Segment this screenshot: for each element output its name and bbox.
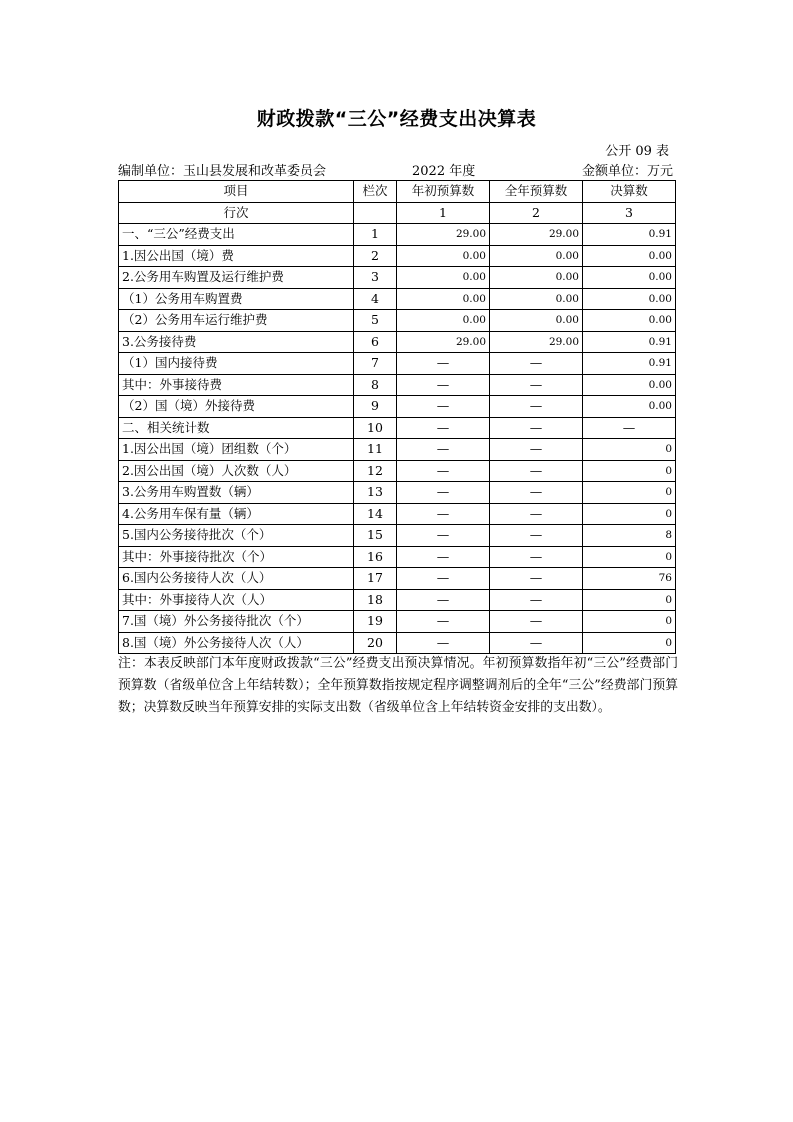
header-initial-budget: 年初预算数 bbox=[397, 181, 490, 203]
row-annual-budget: 0.00 bbox=[490, 310, 583, 332]
row-final-account: 0 bbox=[583, 632, 676, 654]
row-item: 其中：外事接待批次（个） bbox=[119, 546, 354, 568]
row-annual-budget: 29.00 bbox=[490, 331, 583, 353]
row-final-account: 0.91 bbox=[583, 331, 676, 353]
row-initial-budget: — bbox=[397, 396, 490, 418]
row-line: 10 bbox=[354, 417, 397, 439]
row-line: 18 bbox=[354, 589, 397, 611]
row-annual-budget: 0.00 bbox=[490, 288, 583, 310]
index-col-c: 3 bbox=[583, 202, 676, 224]
table-row bbox=[119, 353, 676, 375]
row-initial-budget: — bbox=[397, 482, 490, 504]
row-line: 8 bbox=[354, 374, 397, 396]
row-line: 4 bbox=[354, 288, 397, 310]
row-final-account: 76 bbox=[583, 568, 676, 590]
row-annual-budget: — bbox=[490, 439, 583, 461]
row-line: 6 bbox=[354, 331, 397, 353]
index-line bbox=[354, 202, 397, 224]
header-line: 栏次 bbox=[354, 181, 397, 203]
table-row bbox=[119, 611, 676, 633]
row-annual-budget: — bbox=[490, 525, 583, 547]
row-item: 6.国内公务接待人次（人） bbox=[119, 568, 354, 590]
row-initial-budget: 29.00 bbox=[397, 331, 490, 353]
row-initial-budget: — bbox=[397, 589, 490, 611]
amount-unit: 金额单位：万元 bbox=[581, 164, 673, 179]
row-final-account: 0.91 bbox=[583, 353, 676, 375]
table-row bbox=[119, 331, 676, 353]
table-row bbox=[119, 503, 676, 525]
row-line: 3 bbox=[354, 267, 397, 289]
row-item: 二、相关统计数 bbox=[119, 417, 354, 439]
row-initial-budget: — bbox=[397, 353, 490, 375]
row-line: 17 bbox=[354, 568, 397, 590]
row-item: （1）国内接待费 bbox=[119, 353, 354, 375]
row-annual-budget: 29.00 bbox=[490, 224, 583, 246]
row-line: 12 bbox=[354, 460, 397, 482]
row-item: 一、“三公”经费支出 bbox=[119, 224, 354, 246]
table-row bbox=[119, 439, 676, 461]
table-row bbox=[119, 568, 676, 590]
table-row bbox=[119, 245, 676, 267]
header-item: 项目 bbox=[119, 181, 354, 203]
row-final-account: — bbox=[583, 417, 676, 439]
expenditure-table bbox=[118, 180, 676, 654]
row-annual-budget: — bbox=[490, 374, 583, 396]
table-row bbox=[119, 267, 676, 289]
table-row bbox=[119, 374, 676, 396]
row-line: 16 bbox=[354, 546, 397, 568]
row-line: 2 bbox=[354, 245, 397, 267]
row-annual-budget: 0.00 bbox=[490, 245, 583, 267]
row-item: 3.公务接待费 bbox=[119, 331, 354, 353]
table-row bbox=[119, 396, 676, 418]
row-annual-budget: 0.00 bbox=[490, 267, 583, 289]
row-line: 9 bbox=[354, 396, 397, 418]
row-annual-budget: — bbox=[490, 460, 583, 482]
row-item: （1）公务用车购置费 bbox=[119, 288, 354, 310]
row-annual-budget: — bbox=[490, 546, 583, 568]
table-row bbox=[119, 546, 676, 568]
row-final-account: 0.00 bbox=[583, 396, 676, 418]
row-annual-budget: — bbox=[490, 482, 583, 504]
table-row bbox=[119, 460, 676, 482]
row-final-account: 0.00 bbox=[583, 288, 676, 310]
row-final-account: 0.00 bbox=[583, 374, 676, 396]
row-annual-budget: — bbox=[490, 632, 583, 654]
row-line: 1 bbox=[354, 224, 397, 246]
row-item: 3.公务用车购置数（辆） bbox=[119, 482, 354, 504]
row-line: 14 bbox=[354, 503, 397, 525]
row-annual-budget: — bbox=[490, 589, 583, 611]
row-final-account: 0 bbox=[583, 503, 676, 525]
page-title: 财政拨款“三公”经费支出决算表 bbox=[256, 108, 537, 130]
row-item: 1.因公出国（境）团组数（个） bbox=[119, 439, 354, 461]
row-initial-budget: — bbox=[397, 460, 490, 482]
index-col-b: 2 bbox=[490, 202, 583, 224]
row-initial-budget: 29.00 bbox=[397, 224, 490, 246]
row-line: 15 bbox=[354, 525, 397, 547]
row-item: 其中：外事接待费 bbox=[119, 374, 354, 396]
fiscal-year: 2022 年度 bbox=[412, 164, 476, 179]
row-initial-budget: 0.00 bbox=[397, 288, 490, 310]
row-line: 13 bbox=[354, 482, 397, 504]
row-initial-budget: — bbox=[397, 568, 490, 590]
header-row bbox=[119, 181, 676, 203]
row-annual-budget: — bbox=[490, 417, 583, 439]
table-row bbox=[119, 632, 676, 654]
row-line: 11 bbox=[354, 439, 397, 461]
row-initial-budget: — bbox=[397, 439, 490, 461]
compiling-unit: 编制单位：玉山县发展和改革委员会 bbox=[118, 164, 327, 179]
row-initial-budget: 0.00 bbox=[397, 245, 490, 267]
row-item: 其中：外事接待人次（人） bbox=[119, 589, 354, 611]
row-final-account: 0 bbox=[583, 611, 676, 633]
index-row bbox=[119, 202, 676, 224]
row-final-account: 0 bbox=[583, 589, 676, 611]
row-annual-budget: — bbox=[490, 611, 583, 633]
header-final-account: 决算数 bbox=[583, 181, 676, 203]
row-final-account: 0.00 bbox=[583, 267, 676, 289]
row-item: 2.公务用车购置及运行维护费 bbox=[119, 267, 354, 289]
row-initial-budget: — bbox=[397, 546, 490, 568]
table-note: 注：本表反映部门本年度财政拨款“三公”经费支出预决算情况。年初预算数指年初“三公”经费部门预算数（省级单位含上年结转数）；全年预算数指按规定程序调整调剂后的全年“三公”经费部门预算数；决算数反映当年预算安排的实际支出数（省级单位含上年结转资金安排的支出数）。 bbox=[118, 656, 678, 715]
row-annual-budget: — bbox=[490, 353, 583, 375]
row-item: 2.因公出国（境）人次数（人） bbox=[119, 460, 354, 482]
row-item: 4.公务用车保有量（辆） bbox=[119, 503, 354, 525]
row-item: 1.因公出国（境）费 bbox=[119, 245, 354, 267]
row-initial-budget: — bbox=[397, 374, 490, 396]
row-line: 5 bbox=[354, 310, 397, 332]
row-initial-budget: — bbox=[397, 417, 490, 439]
row-final-account: 0.00 bbox=[583, 245, 676, 267]
row-initial-budget: 0.00 bbox=[397, 267, 490, 289]
row-annual-budget: — bbox=[490, 568, 583, 590]
table-row bbox=[119, 224, 676, 246]
row-item: （2）公务用车运行维护费 bbox=[119, 310, 354, 332]
table-row bbox=[119, 525, 676, 547]
row-final-account: 0 bbox=[583, 439, 676, 461]
table-row bbox=[119, 288, 676, 310]
table-row bbox=[119, 310, 676, 332]
row-initial-budget: — bbox=[397, 503, 490, 525]
row-line: 20 bbox=[354, 632, 397, 654]
row-item: 5.国内公务接待批次（个） bbox=[119, 525, 354, 547]
row-initial-budget: — bbox=[397, 525, 490, 547]
index-col-a: 1 bbox=[397, 202, 490, 224]
row-final-account: 0 bbox=[583, 482, 676, 504]
row-initial-budget: — bbox=[397, 632, 490, 654]
row-final-account: 0 bbox=[583, 546, 676, 568]
row-line: 19 bbox=[354, 611, 397, 633]
row-line: 7 bbox=[354, 353, 397, 375]
meta-row bbox=[118, 160, 673, 178]
row-initial-budget: — bbox=[397, 611, 490, 633]
row-final-account: 0 bbox=[583, 460, 676, 482]
row-annual-budget: — bbox=[490, 503, 583, 525]
row-final-account: 0.91 bbox=[583, 224, 676, 246]
row-final-account: 8 bbox=[583, 525, 676, 547]
form-number: 公开 09 表 bbox=[605, 144, 669, 159]
row-item: 8.国（境）外公务接待人次（人） bbox=[119, 632, 354, 654]
table-row bbox=[119, 589, 676, 611]
row-annual-budget: — bbox=[490, 396, 583, 418]
row-initial-budget: 0.00 bbox=[397, 310, 490, 332]
row-item: 7.国（境）外公务接待批次（个） bbox=[119, 611, 354, 633]
table-row bbox=[119, 417, 676, 439]
table-row bbox=[119, 482, 676, 504]
header-annual-budget: 全年预算数 bbox=[490, 181, 583, 203]
row-item: （2）国（境）外接待费 bbox=[119, 396, 354, 418]
row-final-account: 0.00 bbox=[583, 310, 676, 332]
index-item: 行次 bbox=[119, 202, 354, 224]
